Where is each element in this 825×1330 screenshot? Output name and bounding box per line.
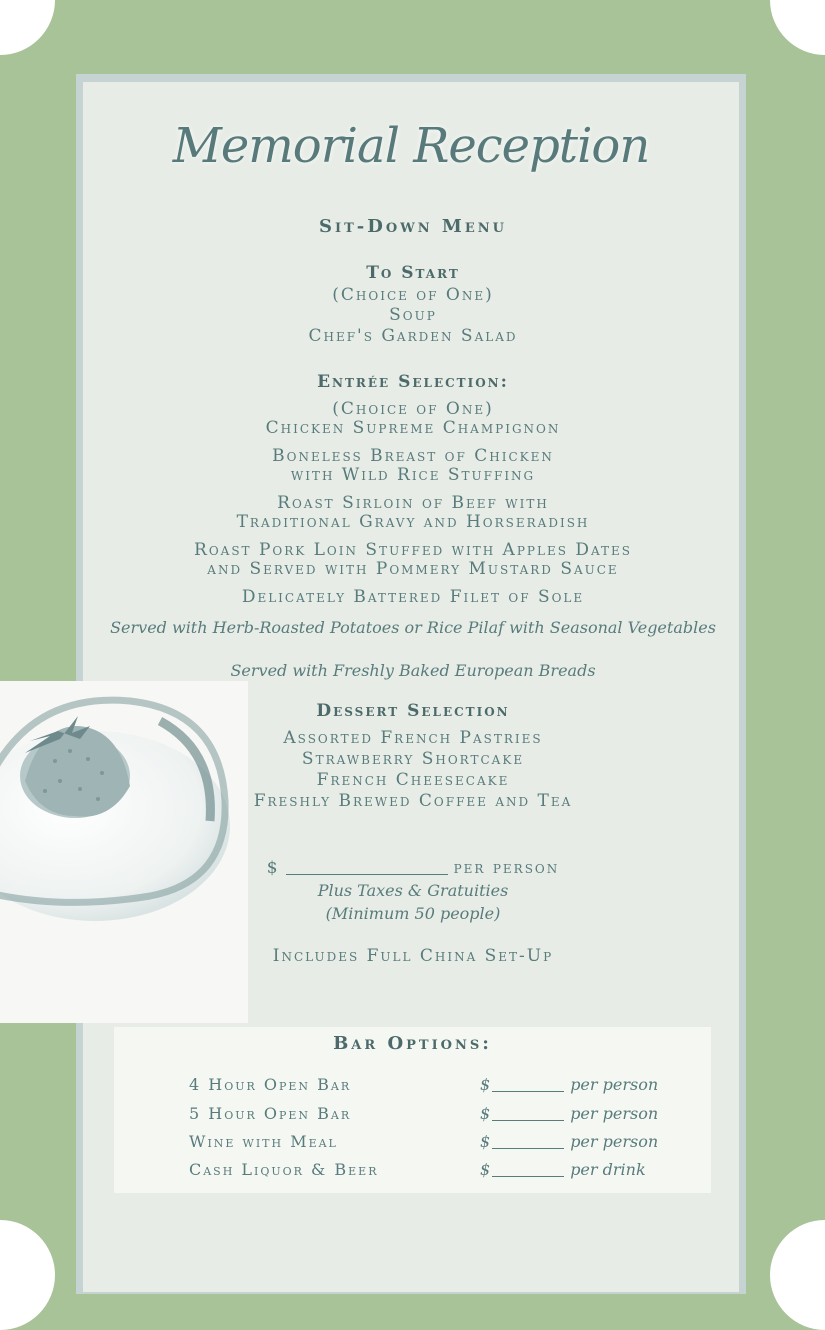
bar-option-price: [480, 1132, 658, 1151]
corner-cutout: [0, 1220, 55, 1330]
menu-item: Delicately Battered Filet of Sole: [241, 587, 585, 607]
bar-option-price: [480, 1075, 658, 1094]
price-blank: [492, 1176, 564, 1177]
menu-item: Roast Sirloin of Beef with: [277, 493, 549, 513]
page-title: Memorial Reception: [172, 118, 650, 174]
menu-item: with Wild Rice Stuffing: [290, 465, 536, 485]
bar-heading: Bar Options:: [333, 1033, 492, 1054]
price-unit: per person: [570, 1132, 659, 1151]
corner-cutout: [770, 1220, 825, 1330]
price-line: [83, 858, 743, 878]
choice-note: (Choice of One): [332, 399, 494, 419]
bar-option-row: [114, 1160, 711, 1186]
price-blank: [492, 1148, 564, 1149]
bar-options-box: [114, 1027, 711, 1193]
bar-option-row: [114, 1132, 711, 1158]
bar-option-row: [114, 1104, 711, 1130]
currency-symbol: $: [480, 1132, 491, 1151]
bar-option-price: [480, 1104, 658, 1123]
currency-symbol: $: [480, 1160, 491, 1179]
corner-cutout: [0, 0, 55, 55]
minimum-note: (Minimum 50 people): [325, 904, 501, 923]
corner-cutout: [770, 0, 825, 55]
price-blank: [286, 874, 448, 875]
menu-item: Assorted French Pastries: [283, 728, 543, 748]
currency-symbol: $: [266, 858, 280, 878]
currency-symbol: $: [480, 1075, 491, 1094]
menu-item: Freshly Brewed Coffee and Tea: [253, 791, 573, 811]
breads-note: Served with Freshly Baked European Breads: [230, 661, 596, 680]
section-heading-entree: Entrée Selection:: [317, 372, 509, 392]
price-unit: per person: [570, 1104, 659, 1123]
bar-option-name: 5 Hour Open Bar: [189, 1104, 352, 1123]
price-blank: [492, 1091, 564, 1092]
bar-option-row: [114, 1075, 711, 1101]
choice-note: (Choice of One): [332, 285, 494, 305]
menu-item: Strawberry Shortcake: [301, 749, 525, 769]
menu-heading: Sit-Down Menu: [319, 216, 507, 237]
menu-item: and Served with Pommery Mustard Sauce: [207, 559, 619, 579]
price-unit: per drink: [570, 1160, 646, 1179]
menu-item: Boneless Breast of Chicken: [272, 446, 554, 466]
section-heading-dessert: Dessert Selection: [316, 701, 510, 721]
china-note: Includes Full China Set-Up: [272, 946, 554, 966]
bar-option-name: Cash Liquor & Beer: [189, 1160, 379, 1179]
bar-option-name: Wine with Meal: [189, 1132, 338, 1151]
taxes-note: Plus Taxes & Gratuities: [317, 881, 509, 900]
bar-option-price: [480, 1160, 646, 1179]
menu-item: French Cheesecake: [316, 770, 510, 790]
menu-item: Chef's Garden Salad: [308, 326, 518, 346]
served-with-note: Served with Herb-Roasted Potatoes or Rice Pilaf with Seasonal Vegetables: [110, 618, 716, 637]
menu-item: Soup: [389, 305, 437, 325]
menu-item: Chicken Supreme Champignon: [265, 418, 561, 438]
currency-symbol: $: [480, 1104, 491, 1123]
section-heading-to-start: To Start: [366, 263, 460, 283]
price-blank: [492, 1120, 564, 1121]
bar-option-name: 4 Hour Open Bar: [189, 1075, 352, 1094]
per-person-label: per person: [453, 858, 560, 878]
menu-item: Traditional Gravy and Horseradish: [236, 512, 590, 532]
price-unit: per person: [570, 1075, 659, 1094]
menu-item: Roast Pork Loin Stuffed with Apples Dates: [194, 540, 632, 560]
